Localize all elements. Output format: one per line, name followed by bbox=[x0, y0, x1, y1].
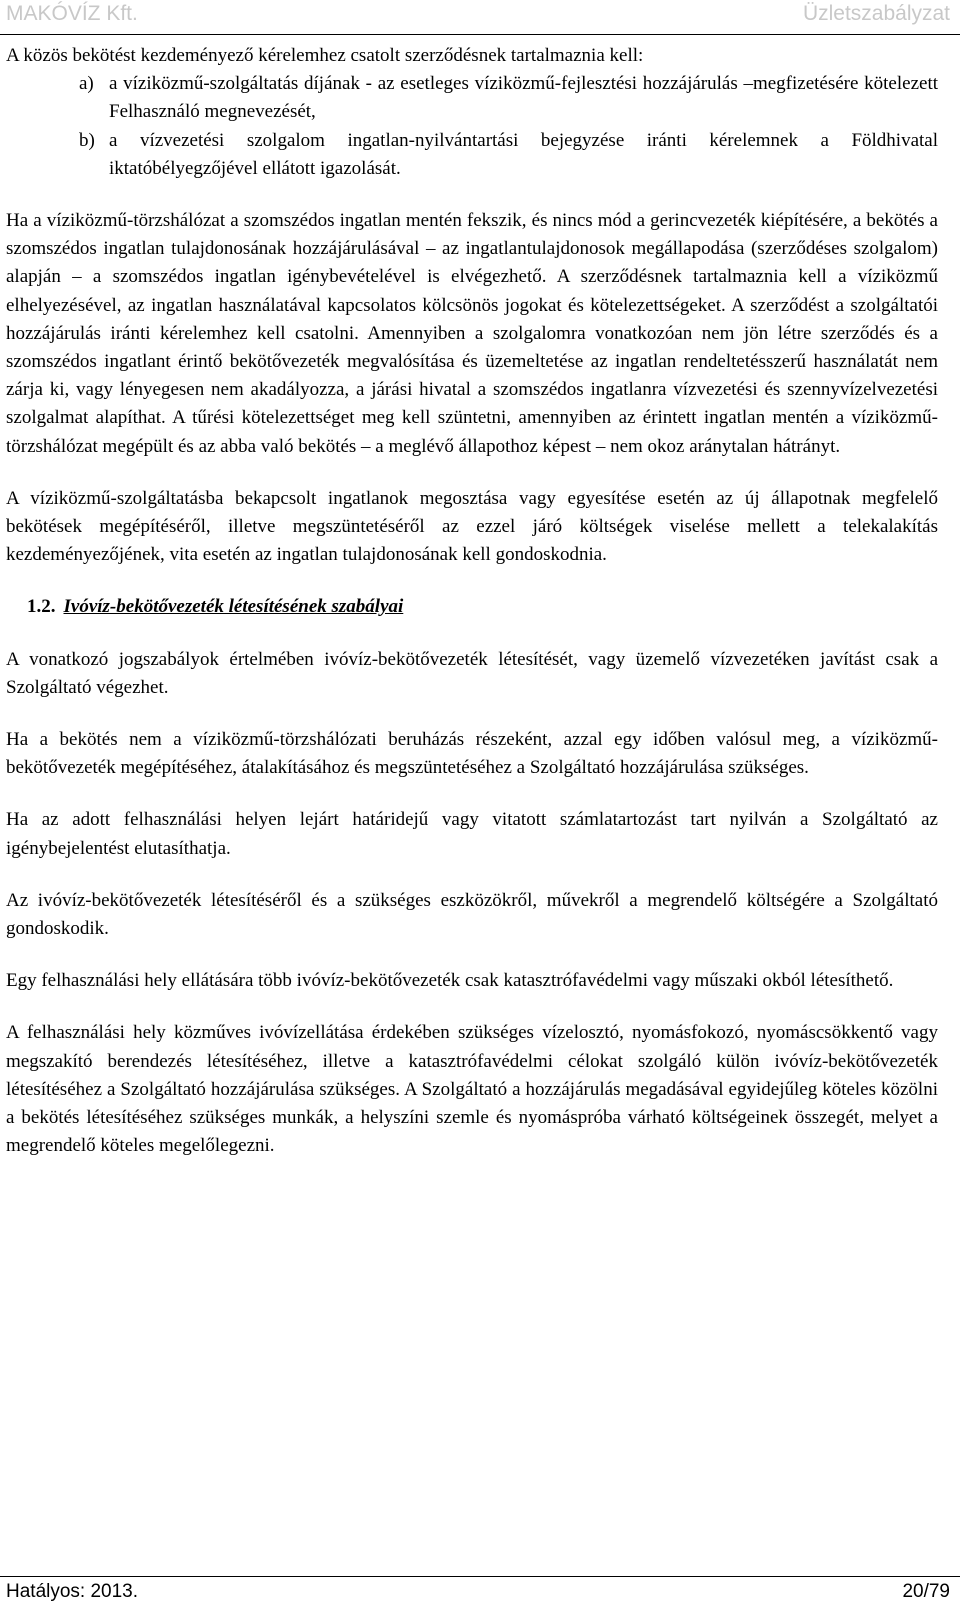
list-item bbox=[6, 127, 938, 183]
paragraph-costs: Az ivóvíz-bekötővezeték létesítéséről és a szükséges eszközökről, művekről a megrendelő költségére a Szolgáltató gondoskodik. bbox=[6, 889, 938, 940]
document-body bbox=[6, 42, 938, 1161]
list-item-label: b) bbox=[79, 129, 95, 151]
intro-paragraph: A közös bekötést kezdeményező kérelemhez csatolt szerződésnek tartalmaznia kell: bbox=[6, 45, 644, 66]
page-header bbox=[0, 0, 960, 35]
paragraph-equipment: A felhasználási hely közműves ivóvízellátása érdekében szükséges vízelosztó, nyomásfokozó, nyomáscsökkentő vagy megszakító berendezés létesítéséhez, illetve a katasztrófavédelmi célokat szolgáló külön ivóvíz-bekötővezeték létesítéséhez a Szolgáltató hozzájárulása szükséges. A Szolgáltató a hozzájárulás megadásával egyidejűleg köteles közölni a bekötés létesítéséhez szükséges munkák, a helyszíni szemle és nyomáspróba várható költségeinek összegét, melyet a megrendelő köteles megelőlegezni. bbox=[6, 1022, 938, 1157]
paragraph-regulations: A vonatkozó jogszabályok értelmében ivóvíz-bekötővezeték létesítését, vagy üzemelő vízvezetéken javítást csak a Szolgáltató végezhet. bbox=[6, 648, 938, 698]
document-title: Üzletszabályzat bbox=[802, 2, 950, 25]
page-footer bbox=[0, 1576, 960, 1609]
effective-date: Hatályos: 2013. bbox=[6, 1581, 139, 1602]
list-item-label: a) bbox=[79, 73, 94, 95]
paragraph-neighbor-connection: Ha a víziközmű-törzshálózat a szomszédos ingatlan mentén fekszik, és nincs mód a gerincvezeték kiépítésére, a bekötés a szomszédos ingatlan tulajdonosának hozzájárulásával – az ingatlantulajdonosok megállapodása (szerződéses szolgalom) alapján – a szomszédos ingatlan igénybevételével is elvégezhető. A szerződésnek tartalmaznia kell a víziközmű elhelyezésével, az ingatlan használatával kapcsolatos kölcsönös jogokat és kötelezettségeket. A szerződést a szolgáltatói hozzájárulás iránti kérelemhez kell csatolni. Amennyiben a szolgalomra vonatkozóan nem jön létre szerződés és a szomszédos ingatlant érintő bekötővezeték megvalósítása és üzemeltetése az ingatlan rendeltetésszerű használatát nem zárja ki, vagy lényegesen nem akadályozza, a járási hivatal a szomszédos ingatlanra vízvezetési és szennyvízelvezetési szolgalmat alapíthat. A tűrési kötelezettséget meg kell szüntetni, amennyiben az érintett ingatlan mentén a víziközmű-törzshálózat megépült és az abba való bekötés – a meglévő állapothoz képest – nem okoz aránytalan hátrányt. bbox=[6, 210, 938, 457]
paragraph-approval: Ha a bekötés nem a víziközmű-törzshálózati beruházás részeként, azzal egy időben valósul meg, a víziközmű-bekötővezeték megépítéséhez, átalakításához és megszüntetéséhez a Szolgáltató hozzájárulása szükséges. bbox=[6, 729, 938, 779]
page-number: 20/79 bbox=[902, 1581, 950, 1602]
company-name: MAKÓVÍZ Kft. bbox=[6, 2, 138, 25]
section-heading bbox=[6, 593, 938, 621]
list-item-text: a vízvezetési szolgalom ingatlan-nyilvántartási bejegyzése iránti kérelemnek a Földhivatal iktatóbélyegzőjével ellátott igazolását. bbox=[109, 129, 938, 179]
requirements-list bbox=[6, 70, 938, 183]
paragraph-property-division: A víziközmű-szolgáltatásba bekapcsolt ingatlanok megosztása vagy egyesítése esetén az új állapotnak megfelelő bekötések megépítéséről, illetve megszüntetéséről az ezzel járó költségek viselése mellett a telekalakítás kezdeményezőjének, vita esetén az ingatlan tulajdonosának kell gondoskodnia. bbox=[6, 487, 938, 566]
list-item bbox=[6, 70, 938, 126]
list-item-text: a víziközmű-szolgáltatás díjának - az esetleges víziközmű-fejlesztési hozzájárulás –megfizetésére kötelezett Felhasználó megnevezését, bbox=[109, 73, 938, 123]
section-number: 1.2. bbox=[27, 596, 56, 618]
paragraph-multiple-connections: Egy felhasználási hely ellátására több ivóvíz-bekötővezeték csak katasztrófavédelmi vagy műszaki okból létesíthető. bbox=[6, 970, 894, 992]
paragraph-debt: Ha az adott felhasználási helyen lejárt határidejű vagy vitatott számlatartozást tart nyilván a Szolgáltató az igénybejelentést elutasíthatja. bbox=[6, 809, 938, 859]
section-title: Ivóvíz-bekötővezeték létesítésének szabályai bbox=[63, 596, 404, 618]
